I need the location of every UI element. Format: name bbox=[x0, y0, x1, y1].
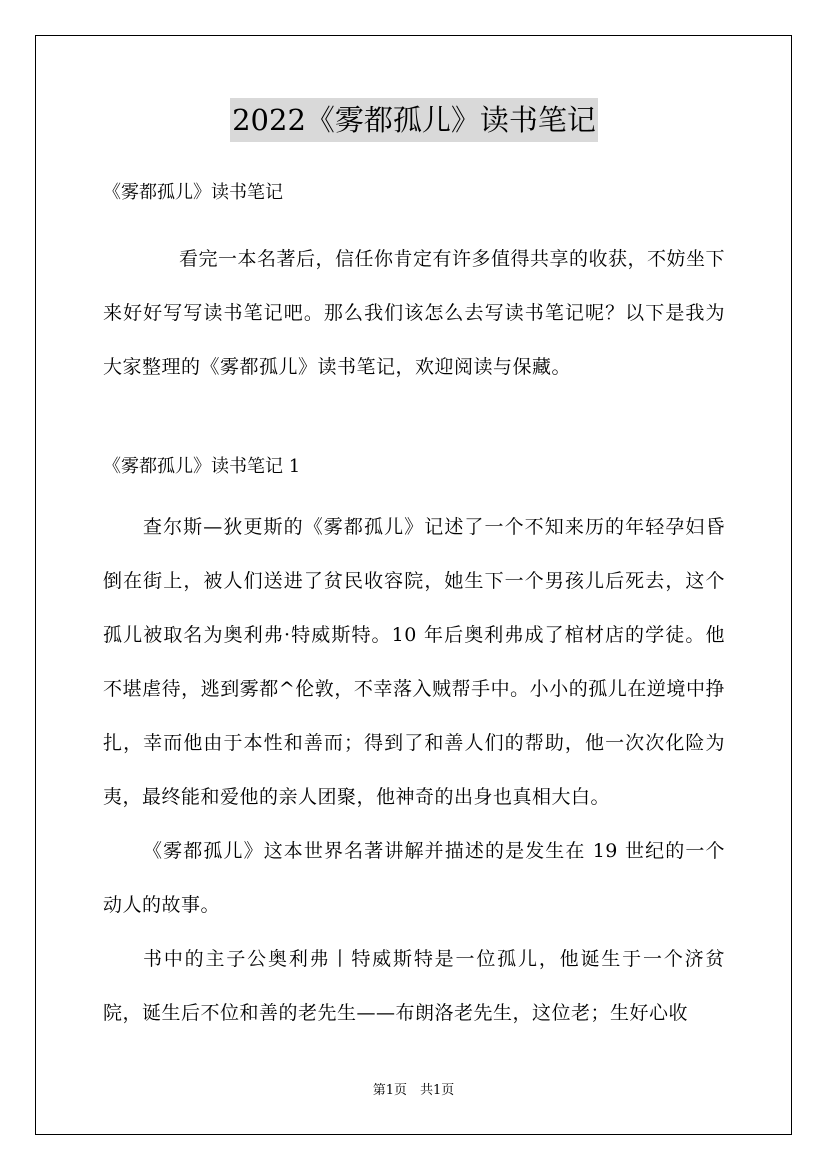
intro-paragraph: 看完一本名著后，信任你肯定有许多值得共享的收获，不妨坐下来好好写写读书笔记吧。那么我们该怎么去写读书笔记呢？以下是我为大家整理的《雾都孤儿》读书笔记，欢迎阅读与保藏。 bbox=[103, 248, 726, 378]
page-footer: 第1页 共1页 bbox=[372, 1083, 455, 1098]
body-paragraph: 书中的主子公奥利弗丨特威斯特是一位孤儿，他诞生于一个济贫院，诞生后不位和善的老先生——布朗洛老先生，这位老；生好心收 bbox=[103, 948, 725, 1024]
body-paragraph: 查尔斯—狄更斯的《雾都孤儿》记述了一个不知来历的年轻孕妇昏倒在街上，被人们送进了贫民收容院，她生下一个男孩儿后死去，这个孤儿被取名为奥利弗·特威斯特。10 年后奥利弗成了棺材店的学徒。他不堪虐待，逃到雾都^伦敦，不幸落入贼帮手中。小小的孤儿在逆境中挣扎，幸而他由于本性和善而；得到了和善人们的帮助，他一次次化险为夷，最终能和爱他的亲人团聚，他神奇的出身也真相大白。 bbox=[103, 516, 725, 808]
body-paragraph: 《雾都孤儿》这本世界名著讲解并描述的是发生在 19 世纪的一个动人的故事。 bbox=[103, 840, 725, 916]
document-subtitle: 《雾都孤儿》读书笔记 bbox=[103, 182, 283, 203]
document-title: 2022《雾都孤儿》读书笔记 bbox=[230, 98, 598, 142]
section-heading: 《雾都孤儿》读书笔记 1 bbox=[103, 456, 301, 477]
